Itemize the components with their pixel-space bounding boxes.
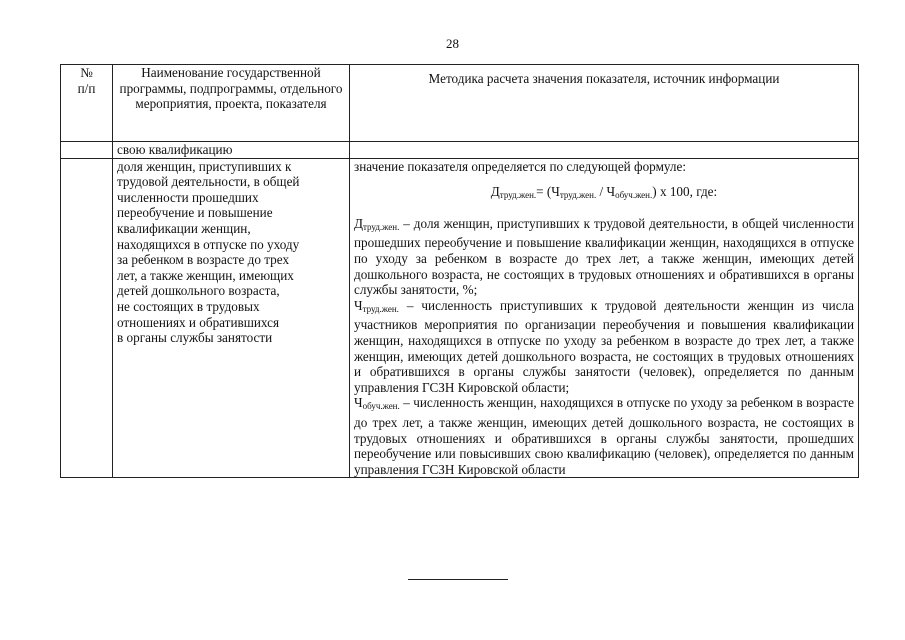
indicator-line: переобучение и повышение [117, 205, 273, 221]
definition-sub: труд.жен. [363, 221, 400, 232]
footer-rule [408, 579, 508, 580]
formula-tail: ) х 100, где: [652, 184, 718, 200]
definition-symbol: Д [354, 215, 363, 231]
formula-ch2-sub: обуч.жен. [615, 190, 653, 201]
table-row [61, 158, 859, 478]
indicator-line: трудовой деятельности, в общей [117, 174, 300, 190]
indicator-line: находящихся в отпуске по уходу [117, 236, 300, 252]
definition-text: – доля женщин, приступивших к трудовой деятельности, в общей численности прошедших переобучение и повышение квалификации женщин, находящихся в отпуске по уходу за ребенком в возрасте до трех лет, а также женщин, имеющих детей дошкольного возраста, не состоящих в трудовых отношениях и обратившихся в органы службы занятости, %; [354, 215, 854, 298]
definition-ch-obuch [354, 395, 854, 477]
definition-symbol: Ч [354, 395, 363, 411]
formula-d-sub: труд.жен. [499, 190, 537, 201]
formula-ch1-sub: труд.жен. [559, 190, 597, 201]
formula-d: Д [490, 184, 500, 200]
definition-ch-trud [354, 298, 854, 396]
indicator-line: доля женщин, приступивших к [117, 158, 292, 174]
indicator-name [113, 158, 350, 478]
indicator-line: лет, а также женщин, имеющих [117, 267, 294, 283]
definition-sub: обуч.жен. [362, 401, 400, 412]
indicator-table [60, 64, 859, 478]
continuation-number-cell [61, 142, 113, 159]
formula-eq-open: = (Ч [536, 184, 560, 200]
indicator-line: за ребенком в возрасте до трех [117, 252, 290, 268]
indicator-line: квалификации женщин, [117, 220, 251, 236]
page-number: 28 [446, 36, 459, 51]
definition-symbol: Ч [354, 297, 363, 313]
indicator-line: отношениях и обратившихся [117, 314, 280, 330]
indicator-line: численности прошедших [117, 189, 259, 205]
indicator-line: не состоящих в трудовых [117, 298, 260, 314]
continuation-text: свою квалификацию [113, 142, 350, 159]
header-method: Методика расчета значения показателя, источник информации [350, 65, 859, 142]
formula-intro: значение показателя определяется по следующей формуле: [354, 158, 687, 174]
definition-sub: труд.жен. [362, 303, 399, 314]
row-number-cell [61, 158, 113, 478]
definition-text: – численность женщин, находящихся в отпуске по уходу за ребенком в возрасте до трех лет, а также женщин, имеющих детей дошкольного возраста, не состоящих в трудовых отношениях и обратившихся в органы службы занятости, прошедших переобучение или повысивших свою квалификацию (человек), определяется по данным управления ГСЗН Кировской области [354, 395, 854, 477]
formula [354, 184, 854, 204]
continuation-method-cell [350, 142, 859, 159]
method-cell [350, 158, 859, 478]
definition-d-trud [354, 216, 854, 298]
definition-text: – численность приступивших к трудовой деятельности женщин из числа участников мероприятия по организации переобучения и повышения квалификации женщин, находящихся в отпуске по уходу за ребенком в возрасте до трех лет, а также женщин, имеющих детей дошкольного возраста, не состоящих в трудовых отношениях и обратившихся в органы службы занятости (человек), определяется по данным управления ГСЗН Кировской области; [354, 297, 854, 395]
header-number: № п/п [61, 65, 113, 142]
table-header-row [61, 65, 859, 142]
header-name: Наименование государственной программы, подпрограммы, отдельного мероприятия, проекта, показателя [113, 65, 350, 142]
indicator-line: в органы службы занятости [117, 330, 273, 346]
indicator-line: детей дошкольного возраста, [117, 283, 280, 299]
formula-slash: / Ч [596, 184, 616, 200]
continuation-row [61, 142, 859, 159]
